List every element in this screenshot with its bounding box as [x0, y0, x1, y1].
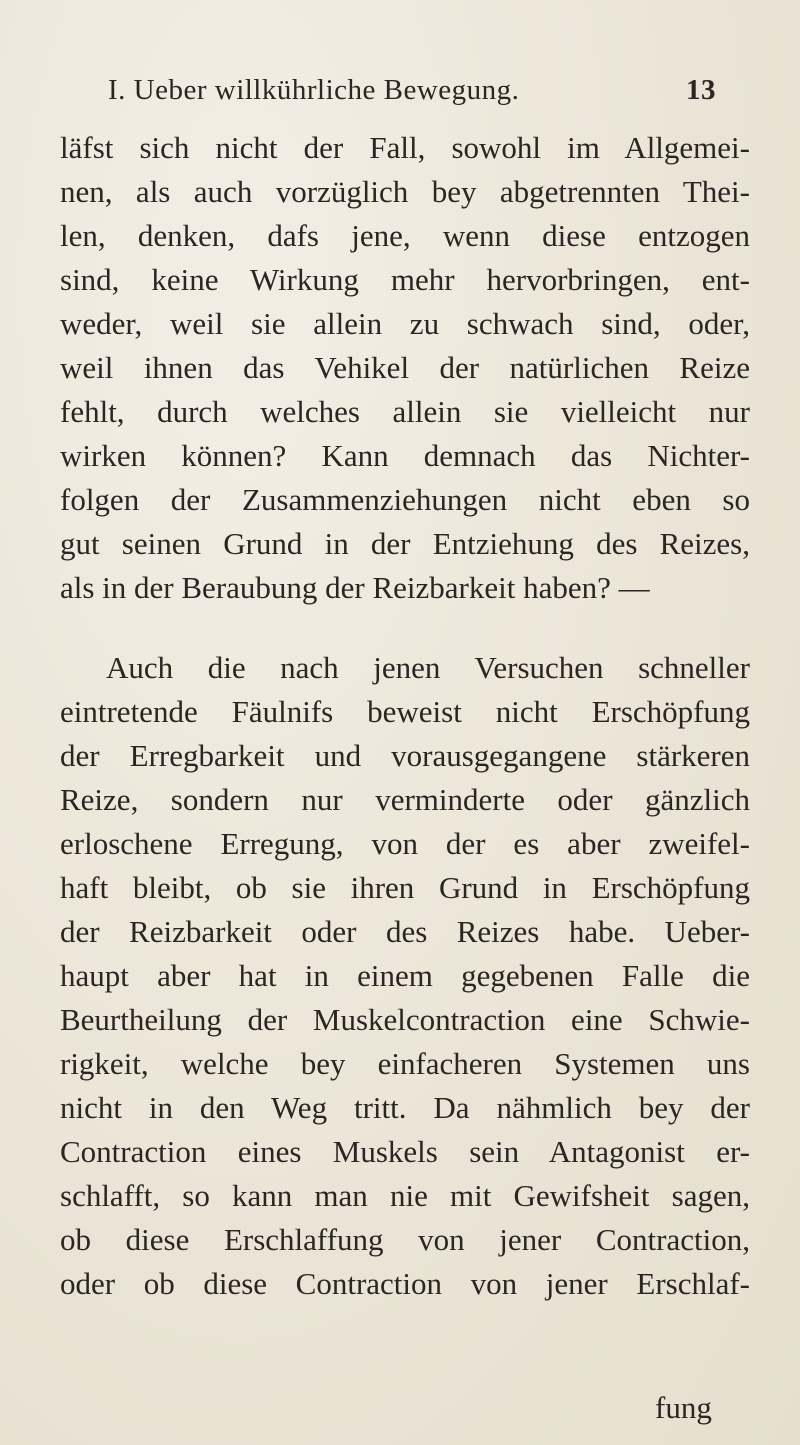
page-number: 13: [686, 74, 716, 106]
text-line: oder ob diese Contraction von jener Erschlaf-: [60, 1266, 750, 1301]
text-line: läfst sich nicht der Fall, sowohl im Allgemei-: [60, 130, 750, 165]
catchword: fung: [655, 1390, 712, 1425]
text-line: der Reizbarkeit oder des Reizes habe. Ueber-: [60, 914, 750, 949]
text-line: Auch die nach jenen Versuchen schneller: [106, 650, 750, 685]
text-line: sind, keine Wirkung mehr hervorbringen, ent-: [60, 262, 750, 297]
paragraph-2: [60, 646, 750, 1306]
text-line: Contraction eines Muskels sein Antagonist er-: [60, 1134, 750, 1169]
text-line: der Erregbarkeit und vorausgegangene stärkeren: [60, 738, 750, 773]
text-line: wirken können? Kann demnach das Nichter-: [60, 438, 750, 473]
text-line: weder, weil sie allein zu schwach sind, oder,: [60, 306, 750, 341]
text-line: len, denken, dafs jene, wenn diese entzogen: [60, 218, 750, 253]
text-line: ob diese Erschlaffung von jener Contraction,: [60, 1222, 750, 1257]
text-line: erloschene Erregung, von der es aber zweifel-: [60, 826, 750, 861]
text-line: schlafft, so kann man nie mit Gewifsheit sagen,: [60, 1178, 750, 1213]
chapter-title: I. Ueber willkührliche Bewegung.: [108, 74, 520, 106]
text-line: rigkeit, welche bey einfacheren Systemen uns: [60, 1046, 750, 1081]
paragraph-gap: [60, 610, 750, 646]
paragraph-1: [60, 126, 750, 610]
text-line: gut seinen Grund in der Entziehung des Reizes,: [60, 526, 750, 561]
body-text: [60, 126, 750, 1306]
text-line: als in der Beraubung der Reizbarkeit haben? —: [60, 570, 650, 605]
text-line: haupt aber hat in einem gegebenen Falle die: [60, 958, 750, 993]
text-line: eintretende Fäulnifs beweist nicht Erschöpfung: [60, 694, 750, 729]
text-line: nicht in den Weg tritt. Da nähmlich bey der: [60, 1090, 750, 1125]
text-line: haft bleibt, ob sie ihren Grund in Erschöpfung: [60, 870, 750, 905]
text-line: Reize, sondern nur verminderte oder gänzlich: [60, 782, 750, 817]
text-line: folgen der Zusammenziehungen nicht eben so: [60, 482, 750, 517]
text-line: nen, als auch vorzüglich bey abgetrennten Thei-: [60, 174, 750, 209]
text-line: fehlt, durch welches allein sie vielleicht nur: [60, 394, 750, 429]
text-line: weil ihnen das Vehikel der natürlichen Reize: [60, 350, 750, 385]
running-head: [108, 74, 716, 114]
text-line: Beurtheilung der Muskelcontraction eine Schwie-: [60, 1002, 750, 1037]
